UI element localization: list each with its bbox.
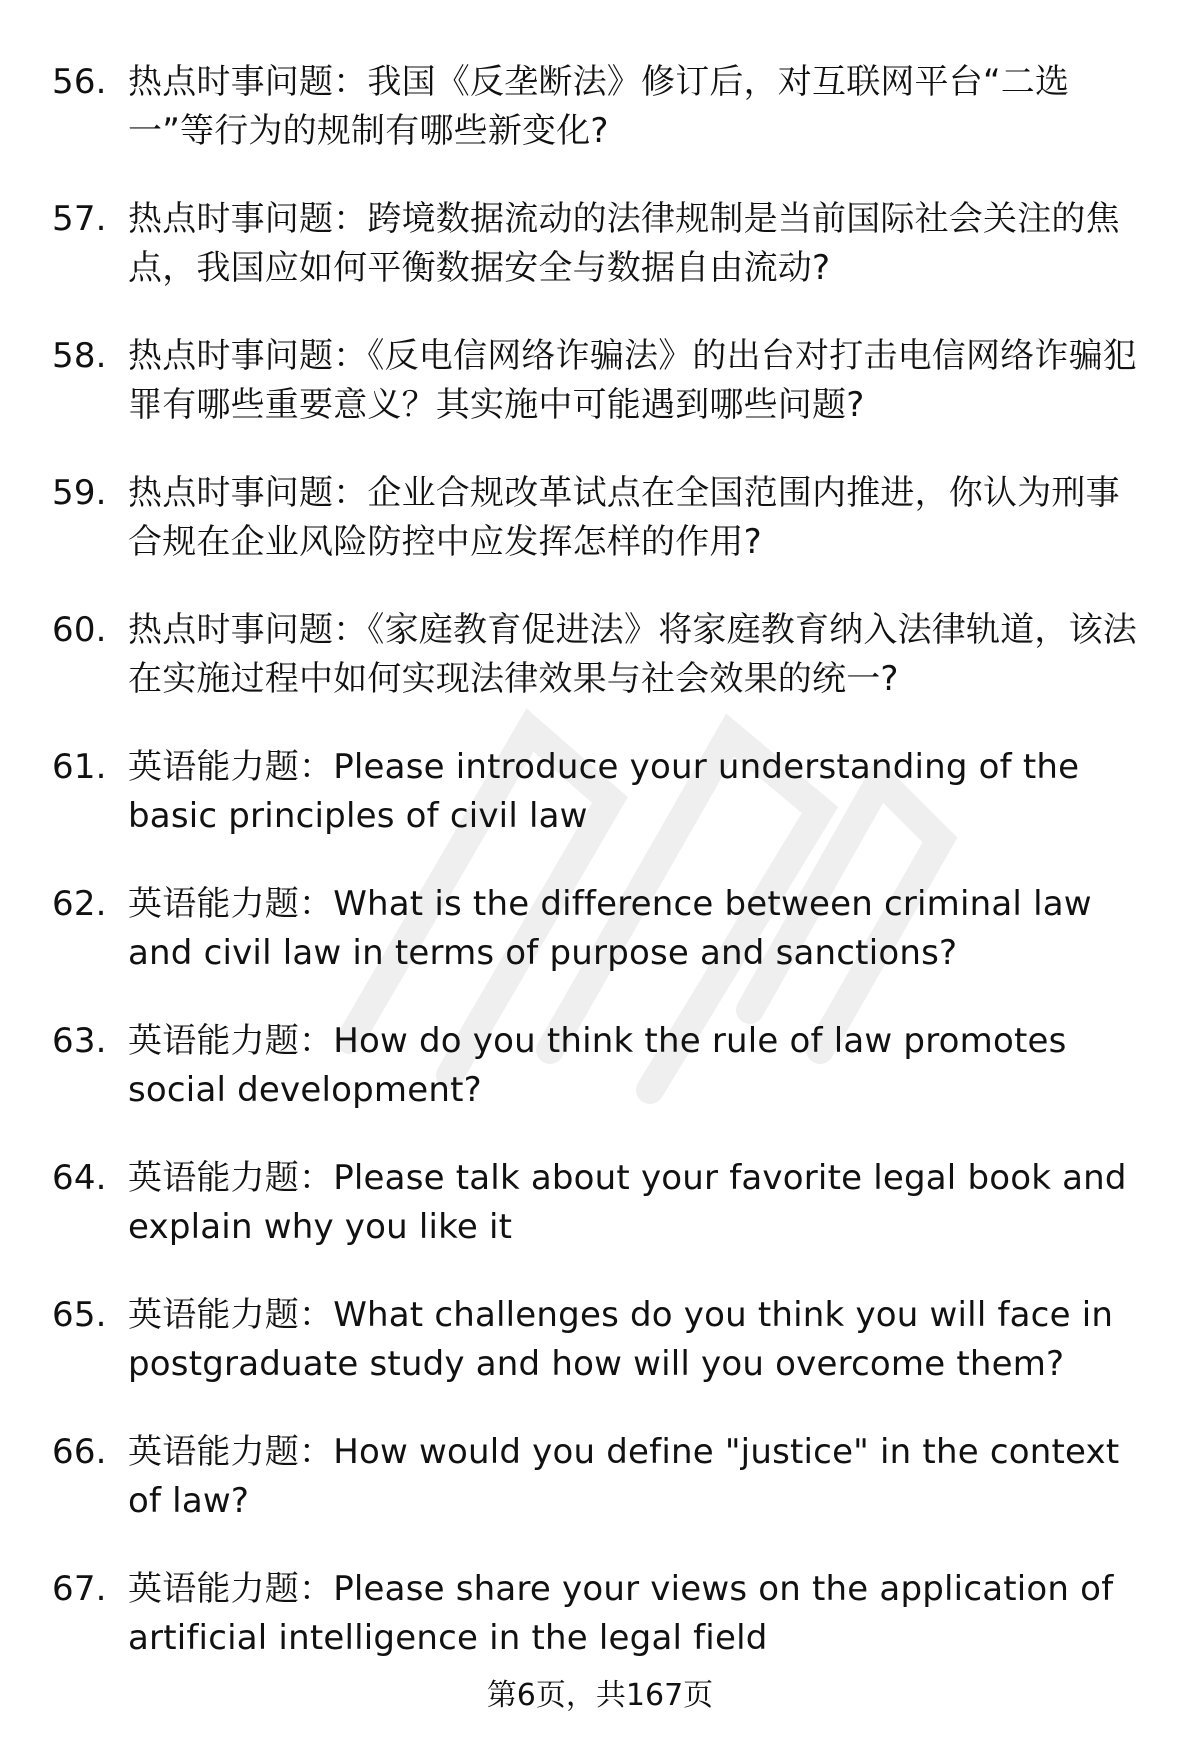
question-item [52,606,1152,704]
question-number: 63. [52,1021,107,1061]
question-text: 热点时事问题：我国《反垄断法》修订后，对互联网平台“二选一”等行为的规制有哪些新变化? [128,62,1070,151]
question-number: 58. [52,336,107,376]
question-number: 66. [52,1432,107,1472]
question-text: 英语能力题：Please introduce your understanding of the basic principles of civil law [128,747,1080,836]
question-text: 英语能力题：Please share your views on the application of artificial intelligence in the legal field [128,1569,1114,1658]
question-text: 热点时事问题：《家庭教育促进法》将家庭教育纳入法律轨道，该法在实施过程中如何实现法律效果与社会效果的统一? [128,610,1137,699]
question-item [52,58,1152,156]
question-text: 英语能力题：Please talk about your favorite legal book and explain why you like it [128,1158,1127,1247]
question-item [52,1291,1152,1389]
question-text: 热点时事问题：《反电信网络诈骗法》的出台对打击电信网络诈骗犯罪有哪些重要意义？其实施中可能遇到哪些问题? [128,336,1137,425]
question-item [52,1428,1152,1526]
question-text: 热点时事问题：企业合规改革试点在全国范围内推进，你认为刑事合规在企业风险防控中应发挥怎样的作用? [128,473,1120,562]
question-number: 60. [52,610,107,650]
question-number: 67. [52,1569,107,1609]
question-item [52,1565,1152,1663]
question-text: 英语能力题：What challenges do you think you will face in postgraduate study and how will you overcome them? [128,1295,1114,1384]
question-item [52,1154,1152,1252]
question-text: 英语能力题：What is the difference between criminal law and civil law in terms of purpose and sanctions? [128,884,1092,973]
question-text: 英语能力题：How would you define "justice" in the context of law? [128,1432,1120,1521]
question-item [52,743,1152,841]
question-item [52,880,1152,978]
question-item [52,469,1152,567]
question-item [52,195,1152,293]
question-number: 56. [52,62,107,102]
page-number-footer: 第6页，共167页 [486,1678,714,1713]
question-number: 61. [52,747,107,787]
question-text: 热点时事问题：跨境数据流动的法律规制是当前国际社会关注的焦点，我国应如何平衡数据安全与数据自由流动? [128,199,1120,288]
question-number: 57. [52,199,107,239]
question-number: 62. [52,884,107,924]
question-list [52,58,1152,1702]
question-text: 英语能力题：How do you think the rule of law promotes social development? [128,1021,1067,1110]
question-number: 65. [52,1295,107,1335]
question-item [52,1017,1152,1115]
question-item [52,332,1152,430]
question-number: 59. [52,473,107,513]
question-number: 64. [52,1158,107,1198]
